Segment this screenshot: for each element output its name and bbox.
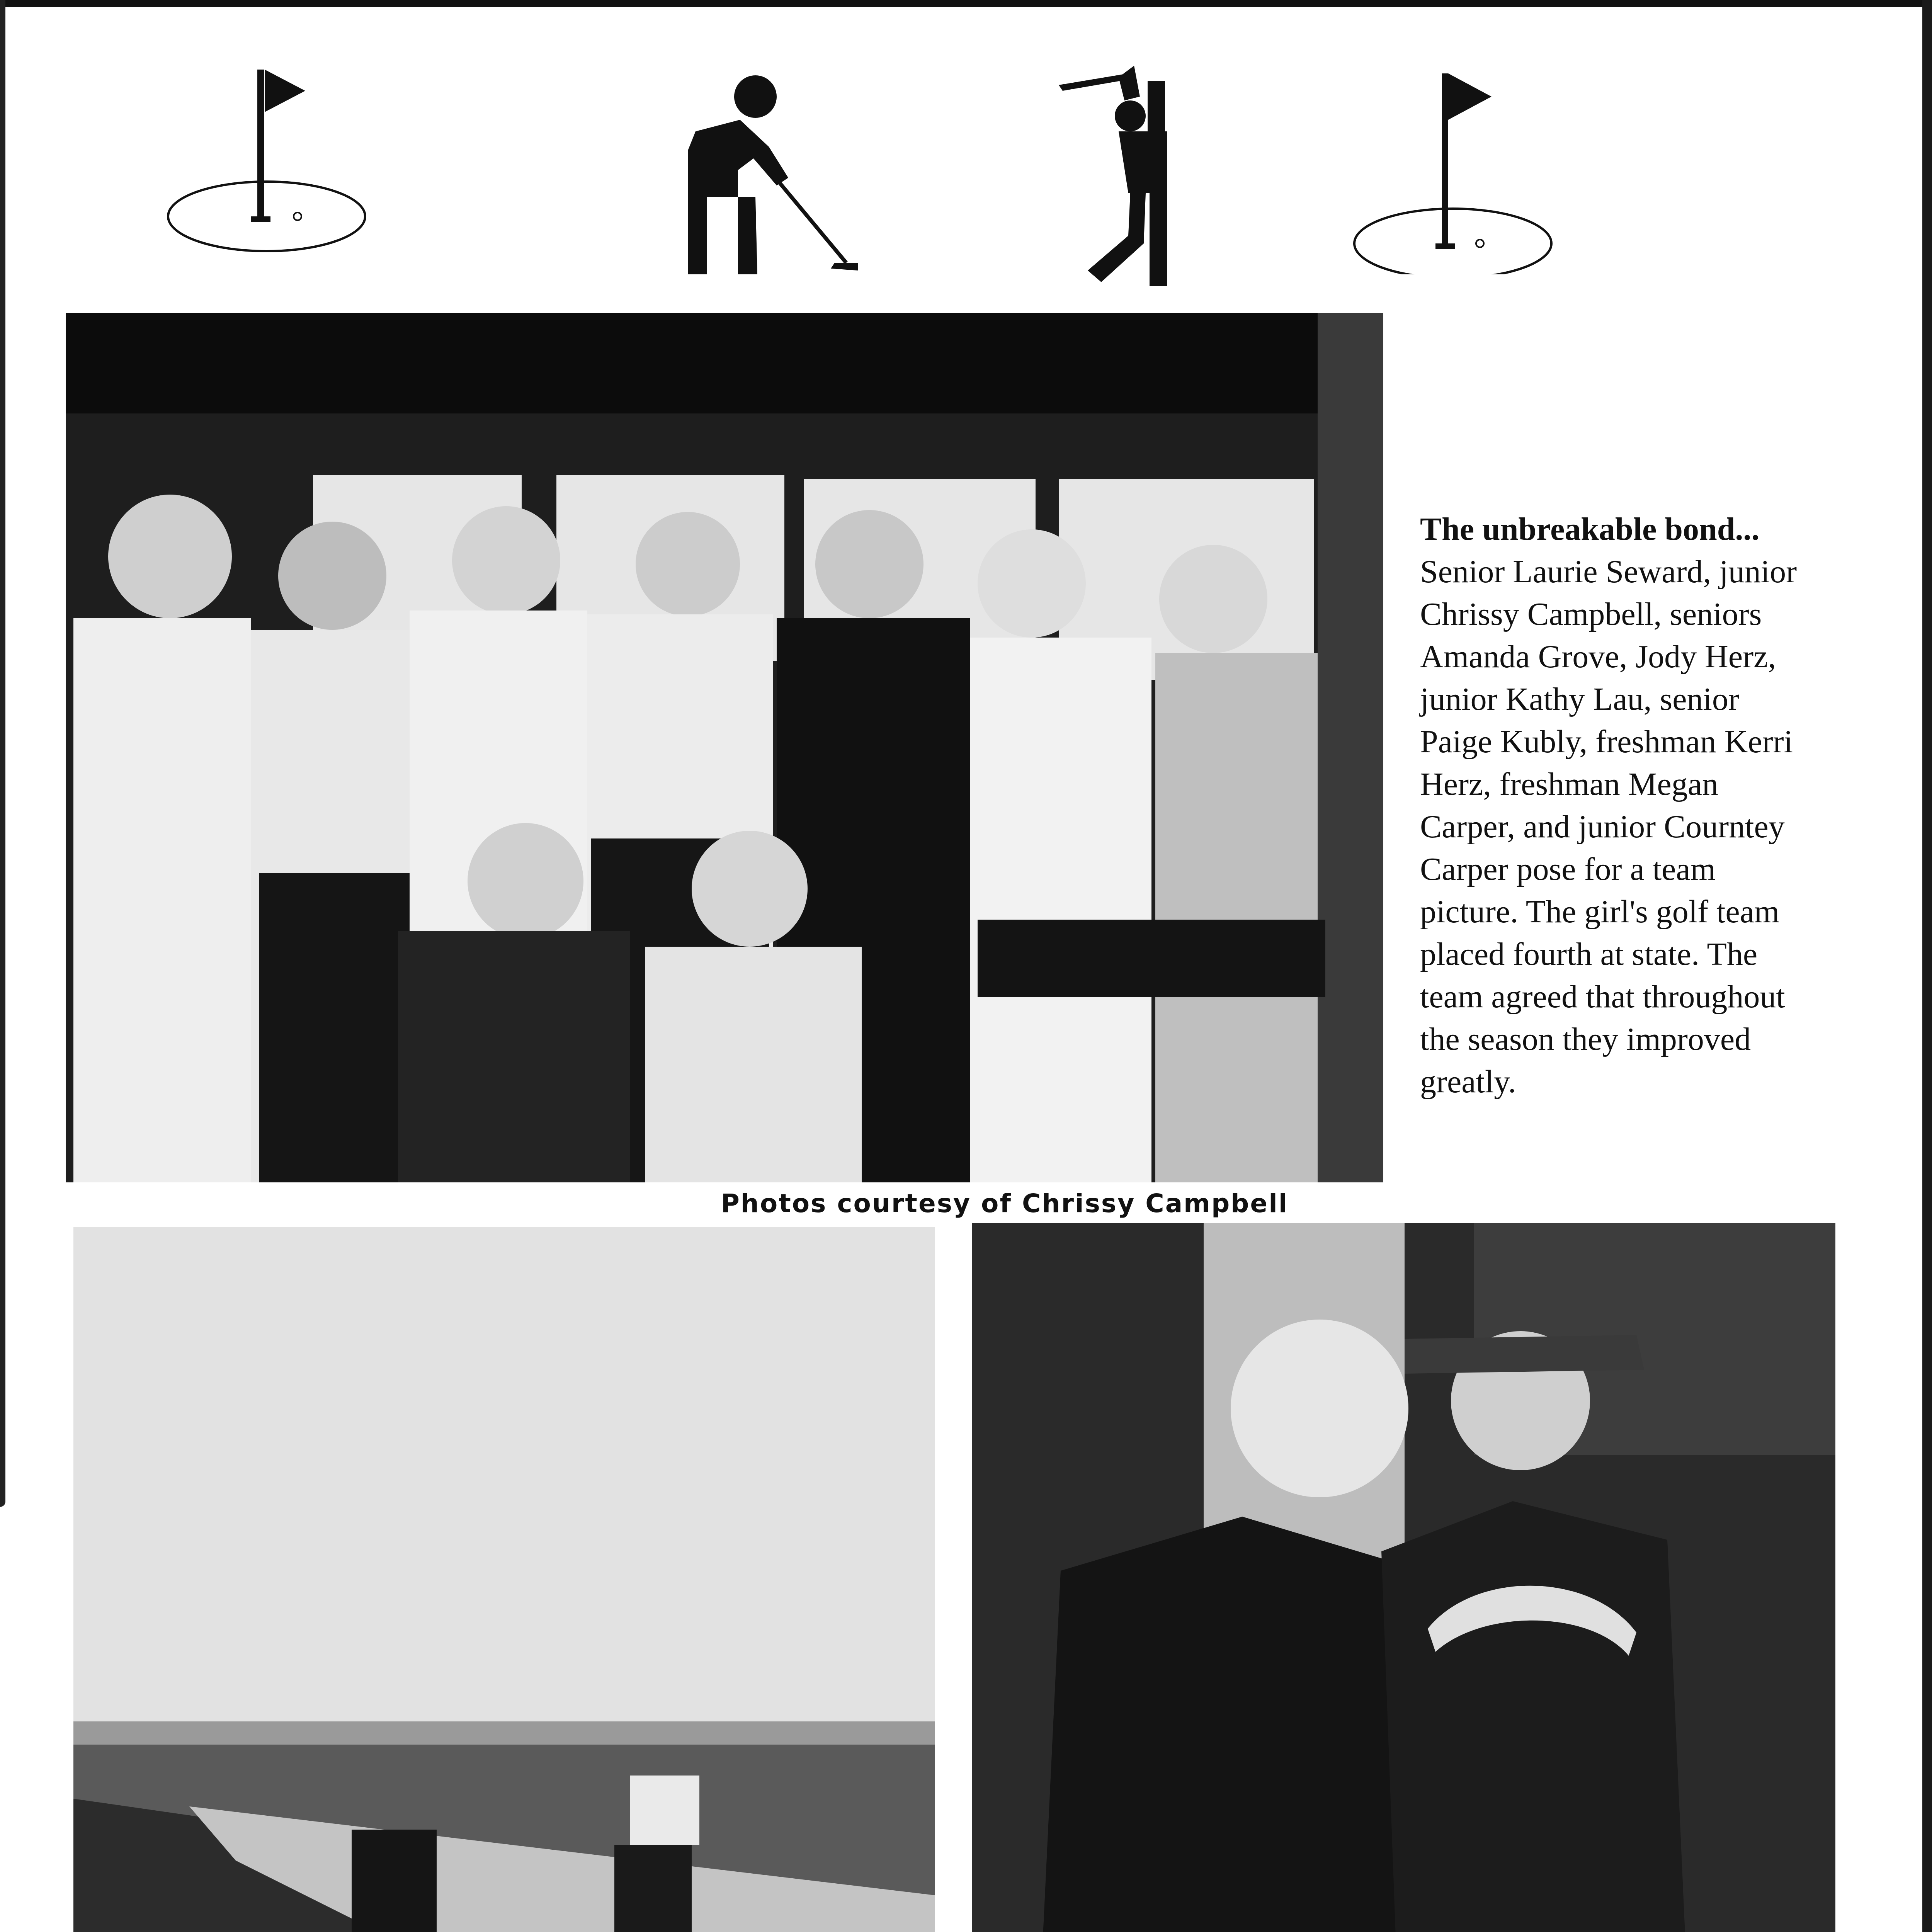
golfer-swinging-icon xyxy=(1051,66,1221,290)
bunker-shot-photo xyxy=(73,1227,935,1932)
page-top-edge xyxy=(0,0,1932,7)
page-left-edge xyxy=(0,0,5,1507)
team-caption-body: Senior Laurie Seward, junior Chrissy Campbell, seniors Amanda Grove, Jody Herz, junior Kathy Lau, senior Paige Kubly, freshman Kerri Herz, freshman Megan Carper, and junior Courntey Carper pose for a team picture. The girl's golf team placed fourth at state. The team agreed that throughout the season they improved greatly. xyxy=(1420,554,1797,1100)
golfer-putting-icon xyxy=(672,70,866,278)
photo-credit: Photos courtesy of Chrissy Campbell xyxy=(721,1189,1289,1218)
flag-on-green-icon xyxy=(1349,66,1557,274)
two-players-photo xyxy=(972,1223,1835,1932)
team-caption-lead: The unbreakable bond... xyxy=(1420,511,1760,547)
team-caption xyxy=(1420,508,1806,1103)
page-binding-edge xyxy=(1922,0,1932,1932)
team-photo xyxy=(66,313,1383,1182)
flag-on-green-icon xyxy=(162,62,371,263)
